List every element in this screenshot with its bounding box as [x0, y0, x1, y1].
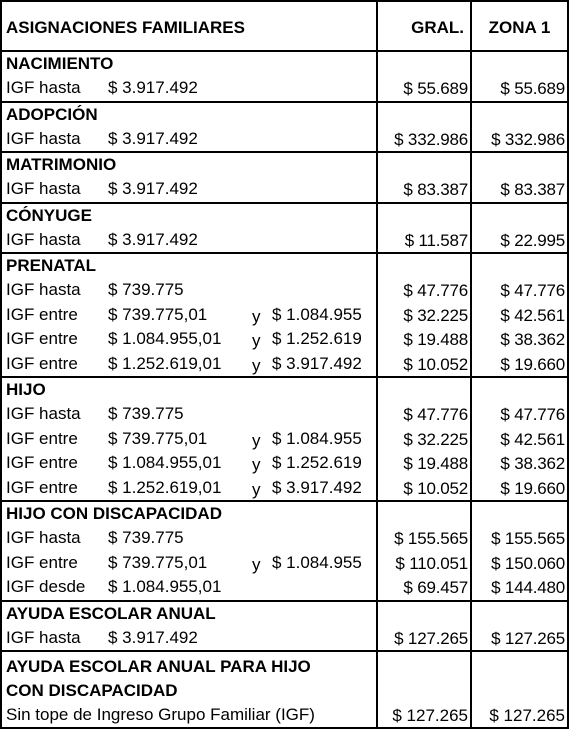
range-cell — [2, 76, 378, 101]
empty-cell — [378, 103, 472, 127]
table-row — [2, 476, 569, 503]
zona-value: $ 42.561 — [472, 427, 569, 452]
section-title: AYUDA ESCOLAR ANUAL — [2, 602, 378, 626]
range-label: IGF entre — [6, 453, 78, 472]
zona-value: $ 22.995 — [472, 228, 569, 253]
range-connector: y — [252, 355, 261, 375]
range-connector: y — [252, 306, 261, 326]
range-amount-from: $ 1.084.955,01 — [108, 453, 222, 472]
empty-cell — [378, 602, 472, 626]
table-header — [2, 2, 569, 52]
zona-value: $ 144.480 — [472, 575, 569, 600]
final-gral-value: $ 127.265 — [378, 702, 472, 727]
range-cell — [2, 575, 378, 600]
column-header-zona: ZONA 1 — [472, 2, 569, 50]
gral-value: $ 332.986 — [378, 127, 472, 152]
table-title: ASIGNACIONES FAMILIARES — [2, 2, 378, 50]
range-amount-from: $ 739.775,01 — [108, 304, 208, 324]
table-row — [2, 551, 569, 576]
final-zona-value: $ 127.265 — [472, 702, 569, 727]
range-cell — [2, 476, 378, 501]
section-title-row — [2, 378, 569, 402]
range-amount-to: $ 3.917.492 — [272, 477, 362, 497]
range-label: IGF hasta — [6, 128, 81, 148]
range-amount-to: $ 1.252.619 — [272, 329, 362, 348]
zona-value: $ 38.362 — [472, 451, 569, 476]
range-cell — [2, 451, 378, 476]
range-amount-from: $ 739.775 — [108, 404, 184, 423]
zona-value: $ 332.986 — [472, 127, 569, 152]
range-amount-to: $ 1.252.619 — [272, 453, 362, 472]
range-cell — [2, 127, 378, 152]
range-amount-from: $ 1.252.619,01 — [108, 353, 222, 373]
empty-cell — [472, 52, 569, 76]
gral-value: $ 32.225 — [378, 427, 472, 452]
empty-cell — [378, 378, 472, 402]
zona-value: $ 47.776 — [472, 402, 569, 427]
range-amount-from: $ 3.917.492 — [108, 128, 198, 148]
sections-container — [2, 52, 569, 652]
range-label: IGF hasta — [6, 179, 81, 198]
range-amount-from: $ 3.917.492 — [108, 78, 198, 97]
range-cell — [2, 402, 378, 427]
zona-value: $ 55.689 — [472, 76, 569, 101]
range-amount-from: $ 739.775,01 — [108, 552, 208, 572]
range-connector: y — [252, 455, 261, 474]
table-row — [2, 575, 569, 602]
section-title-row — [2, 103, 569, 127]
range-label: IGF entre — [6, 304, 78, 324]
range-amount-from: $ 739.775,01 — [108, 428, 208, 448]
range-label: IGF hasta — [6, 528, 81, 547]
range-amount-from: $ 739.775 — [108, 280, 184, 299]
table-row — [2, 327, 569, 352]
table-row — [2, 127, 569, 154]
final-section-title — [2, 652, 378, 702]
range-amount-from: $ 3.917.492 — [108, 179, 198, 198]
empty-cell — [472, 502, 569, 526]
range-amount-to: $ 1.084.955 — [272, 304, 362, 324]
range-connector: y — [252, 479, 261, 499]
column-header-gral: GRAL. — [378, 2, 472, 50]
range-cell — [2, 551, 378, 576]
empty-cell — [378, 652, 472, 702]
zona-value: $ 19.660 — [472, 352, 569, 377]
range-label: IGF hasta — [6, 280, 81, 299]
range-amount-from: $ 3.917.492 — [108, 229, 198, 249]
final-title-line1: AYUDA ESCOLAR ANUAL PARA HIJO — [6, 657, 311, 676]
table-row — [2, 76, 569, 103]
range-cell — [2, 427, 378, 452]
section-title-row — [2, 52, 569, 76]
range-cell — [2, 228, 378, 253]
range-amount-from: $ 1.252.619,01 — [108, 477, 222, 497]
range-amount-from: $ 739.775 — [108, 528, 184, 547]
gral-value: $ 69.457 — [378, 575, 472, 600]
empty-cell — [472, 204, 569, 228]
empty-cell — [472, 254, 569, 278]
empty-cell — [378, 52, 472, 76]
table-row — [2, 402, 569, 427]
range-label: IGF entre — [6, 329, 78, 348]
range-connector: y — [252, 554, 261, 574]
empty-cell — [472, 378, 569, 402]
range-label: IGF entre — [6, 477, 78, 497]
empty-cell — [378, 204, 472, 228]
range-cell — [2, 352, 378, 377]
section-title: HIJO CON DISCAPACIDAD — [2, 502, 378, 526]
range-label: IGF hasta — [6, 404, 81, 423]
gral-value: $ 47.776 — [378, 278, 472, 303]
range-amount-to: $ 3.917.492 — [272, 353, 362, 373]
range-label: IGF entre — [6, 428, 78, 448]
empty-cell — [472, 103, 569, 127]
gral-value: $ 47.776 — [378, 402, 472, 427]
zona-value: $ 42.561 — [472, 303, 569, 328]
section-title-row — [2, 602, 569, 626]
table-row — [2, 303, 569, 328]
range-connector: y — [252, 430, 261, 450]
table-row — [2, 451, 569, 476]
table-row — [2, 626, 569, 653]
range-amount-from: $ 1.084.955,01 — [108, 577, 222, 596]
empty-cell — [472, 602, 569, 626]
range-amount-from: $ 3.917.492 — [108, 627, 198, 647]
gral-value: $ 19.488 — [378, 451, 472, 476]
range-label: IGF desde — [6, 577, 86, 596]
range-cell — [2, 626, 378, 651]
section-title: NACIMIENTO — [2, 52, 378, 76]
zona-value: $ 150.060 — [472, 551, 569, 576]
zona-value: $ 47.776 — [472, 278, 569, 303]
final-title-line2: CON DISCAPACIDAD — [6, 681, 178, 700]
zona-value: $ 127.265 — [472, 626, 569, 651]
final-note: Sin tope de Ingreso Grupo Familiar (IGF) — [2, 702, 378, 727]
final-section-row — [2, 702, 569, 729]
table-row — [2, 177, 569, 204]
range-connector: y — [252, 331, 261, 350]
gral-value: $ 83.387 — [378, 177, 472, 202]
section-title: HIJO — [2, 378, 378, 402]
gral-value: $ 110.051 — [378, 551, 472, 576]
section-title: ADOPCIÓN — [2, 103, 378, 127]
zona-value: $ 38.362 — [472, 327, 569, 352]
final-section-title-row — [2, 652, 569, 702]
table-row — [2, 352, 569, 379]
gral-value: $ 127.265 — [378, 626, 472, 651]
range-cell — [2, 526, 378, 551]
table-row — [2, 228, 569, 255]
gral-value: $ 32.225 — [378, 303, 472, 328]
range-label: IGF entre — [6, 552, 78, 572]
range-amount-to: $ 1.084.955 — [272, 552, 362, 572]
gral-value: $ 10.052 — [378, 352, 472, 377]
empty-cell — [378, 254, 472, 278]
gral-value: $ 19.488 — [378, 327, 472, 352]
empty-cell — [378, 502, 472, 526]
gral-value: $ 155.565 — [378, 526, 472, 551]
gral-value: $ 11.587 — [378, 228, 472, 253]
section-title: PRENATAL — [2, 254, 378, 278]
table-row — [2, 427, 569, 452]
section-title-row — [2, 204, 569, 228]
range-cell — [2, 177, 378, 202]
empty-cell — [472, 652, 569, 702]
section-title-row — [2, 153, 569, 177]
range-label: IGF entre — [6, 353, 78, 373]
zona-value: $ 155.565 — [472, 526, 569, 551]
range-amount-to: $ 1.084.955 — [272, 428, 362, 448]
range-label: IGF hasta — [6, 627, 81, 647]
section-title-row — [2, 254, 569, 278]
empty-cell — [378, 153, 472, 177]
zona-value: $ 19.660 — [472, 476, 569, 501]
range-cell — [2, 303, 378, 328]
zona-value: $ 83.387 — [472, 177, 569, 202]
range-cell — [2, 327, 378, 352]
gral-value: $ 55.689 — [378, 76, 472, 101]
range-label: IGF hasta — [6, 78, 81, 97]
range-cell — [2, 278, 378, 303]
table-row — [2, 526, 569, 551]
range-amount-from: $ 1.084.955,01 — [108, 329, 222, 348]
section-title: MATRIMONIO — [2, 153, 378, 177]
range-label: IGF hasta — [6, 229, 81, 249]
section-title: CÓNYUGE — [2, 204, 378, 228]
empty-cell — [472, 153, 569, 177]
table-row — [2, 278, 569, 303]
gral-value: $ 10.052 — [378, 476, 472, 501]
section-title-row — [2, 502, 569, 526]
